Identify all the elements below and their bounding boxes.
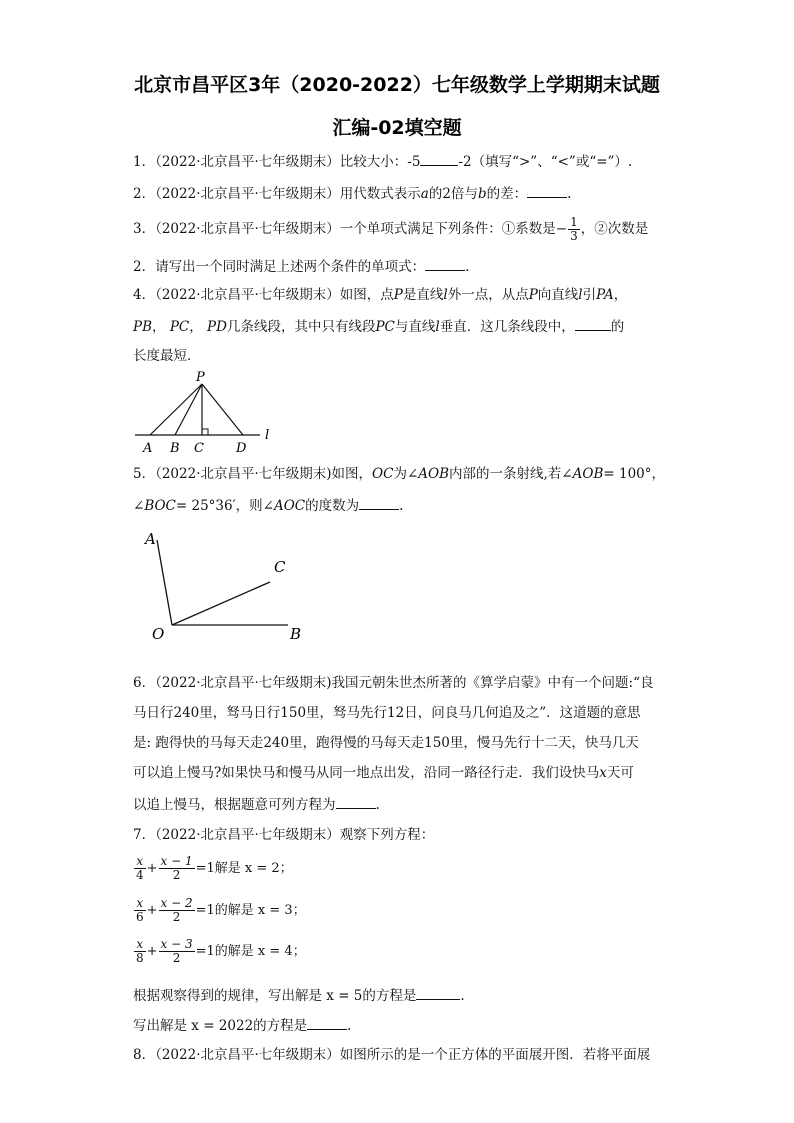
label-o: O (152, 625, 165, 643)
segment-pb (175, 384, 202, 435)
right-angle-mark (202, 429, 208, 435)
frac-den: 6 (136, 910, 144, 924)
question-3-line2 (133, 256, 469, 276)
var-pc: PC (169, 319, 190, 335)
frac-den: 3 (570, 229, 578, 243)
segment-pa (150, 384, 202, 435)
q4-text: 垂直．这几条线段中， (439, 319, 575, 335)
q2-end: . (567, 186, 572, 202)
frac-num: x − 2 (160, 896, 193, 910)
var-a: a (420, 186, 429, 202)
question-3 (133, 216, 648, 243)
question-6-line4 (133, 764, 634, 782)
q7-text: 写出解是 x = 2022的方程是 (133, 1018, 308, 1034)
answer-blank (307, 1015, 347, 1030)
equation-tail: =1的解是 x = 3； (195, 903, 306, 918)
frac-den: 8 (136, 951, 144, 965)
var-pc: PC (375, 319, 395, 335)
ray-oc (172, 582, 270, 625)
q5-text: 的度数为 (305, 498, 360, 514)
question-7: 7．（2022·北京昌平·七年级期末）观察下列方程： (133, 827, 435, 843)
q2-prefix: 2．（2022·北京昌平·七年级期末）用代数式表示 (133, 186, 421, 202)
q4-text: ， (613, 287, 628, 303)
fraction (134, 855, 146, 882)
label-l: l (265, 428, 270, 443)
equation-tail: =1解是 x = 2； (195, 861, 293, 876)
fraction (134, 938, 146, 965)
frac-den: 2 (172, 951, 181, 965)
question-6-line5 (133, 794, 380, 814)
answer-blank (416, 985, 460, 1000)
var-pa: PA (596, 287, 614, 303)
q3-line2: 2．请写出一个同时满足上述两个条件的单项式： (133, 259, 426, 275)
var-l: l (578, 287, 583, 303)
frac-num: x − 3 (160, 937, 193, 951)
question-1 (133, 151, 632, 171)
var-oc: OC (372, 466, 394, 482)
q7-end: . (347, 1018, 352, 1034)
q7-end: . (460, 988, 465, 1004)
question-5-line2 (133, 495, 403, 515)
q3-prefix: 3．（2022·北京昌平·七年级期末）一个单项式满足下列条件：①系数是− (133, 221, 568, 237)
answer-blank (420, 151, 458, 166)
q6-end: . (375, 797, 380, 813)
equation-1: $\frac{x}{4}$ + $\frac{x - 1}{2}$ =1解是 x = 2； (136, 854, 293, 882)
label-a: A (143, 441, 153, 456)
q5-text: 内部的一条射线,若∠ (449, 466, 573, 482)
frac-num: x (134, 897, 146, 911)
var-aob: AOB (572, 466, 604, 482)
q5-text: 为∠ (393, 466, 419, 482)
label-b: B (170, 441, 180, 456)
q4-text: ， (189, 319, 203, 335)
frac-den: 2 (172, 910, 181, 924)
answer-blank (575, 316, 611, 331)
q4-text: 与直线 (394, 319, 436, 335)
q5-text: = 100°， (603, 466, 665, 482)
label-b: B (290, 625, 302, 643)
var-l: l (435, 319, 440, 335)
q6-text: 以追上慢马，根据题意可列方程为 (133, 797, 336, 813)
q2-suffix: 的差： (486, 186, 528, 202)
q4-text: 外一点，从点 (447, 287, 529, 303)
question-4-line2 (133, 316, 624, 336)
q7-text: 根据观察得到的规律，写出解是 x = 5的方程是 (133, 988, 417, 1004)
question-8: 8．（2022·北京昌平·七年级期末）如图所示的是一个正方体的平面展开图．若将平面展 (133, 1047, 651, 1063)
frac-den: 2 (172, 868, 181, 882)
var-p: P (393, 287, 403, 303)
frac-num: x (134, 855, 146, 869)
q4-text: 4．（2022·北京昌平·七年级期末）如图，点 (133, 287, 394, 303)
equation-2: $\frac{x}{6}$ + $\frac{x - 2}{2}$ =1的解是 x = 3； (136, 896, 306, 924)
frac-den: 4 (136, 868, 144, 882)
question-5 (133, 465, 665, 483)
fraction (159, 938, 195, 965)
question-7-rule2 (133, 1015, 351, 1035)
q5-end: . (399, 498, 404, 514)
q4-text: 引 (582, 287, 597, 303)
var-aoc: AOC (273, 498, 306, 514)
q1-suffix: -2（填写“>”、“<”或“=”）. (458, 154, 633, 170)
frac-num: x (134, 938, 146, 952)
question-7-rule (133, 985, 465, 1005)
q3-suffix: ，②次数是 (580, 221, 649, 237)
fraction (159, 897, 195, 924)
doc-title-line1: 北京市昌平区3年（2020-2022）七年级数学上学期期末试题 (134, 74, 660, 96)
q4-text: 的 (610, 319, 625, 335)
question-6: 6．（2022·北京昌平·七年级期末)我国元朝朱世杰所著的《算学启蒙》中有一个问题:“良 (133, 675, 654, 691)
q3-end: . (465, 259, 470, 275)
figure-q4-perpendicular (130, 370, 290, 460)
var-l: l (443, 287, 448, 303)
question-4 (133, 286, 627, 304)
fraction (159, 855, 195, 882)
segment-pd (202, 384, 243, 435)
q6-text: 可以追上慢马?如果快马和慢马从同一地点出发，沿同一路径行走．我们设快马 (133, 765, 600, 781)
frac-num: 1 (570, 215, 578, 229)
frac-num: x − 1 (160, 854, 193, 868)
answer-blank (527, 183, 567, 198)
q5-text: ∠ (133, 498, 145, 514)
label-d: D (236, 441, 247, 456)
var-pd: PD (207, 319, 227, 335)
label-p: P (196, 370, 205, 385)
q4-text: ， (152, 319, 166, 335)
var-boc: BOC (144, 498, 176, 514)
figure-q5-angle (140, 525, 315, 650)
q1-prefix: 1．（2022·北京昌平·七年级期末）比较大小：-5 (133, 154, 421, 170)
doc-title-line2: 汇编-02填空题 (332, 117, 462, 139)
q4-text: 向直线 (537, 287, 579, 303)
answer-blank (336, 794, 376, 809)
label-c: C (194, 441, 204, 456)
q2-mid: 的2倍与 (428, 186, 478, 202)
q6-text: 天可 (606, 765, 634, 781)
ray-oa (157, 540, 172, 625)
question-6-line3: 是: 跑得快的马每天走240里，跑得慢的马每天走150里，慢马先行十二天，快马几天 (133, 735, 639, 751)
answer-blank (425, 256, 465, 271)
var-aob: AOB (418, 466, 450, 482)
label-c: C (274, 558, 286, 576)
question-6-line2: 马日行240里，驽马日行150里，驽马先行12日，问良马几何追及之”．这道题的意思 (133, 705, 641, 721)
q4-text: 是直线 (402, 287, 444, 303)
var-x: x (599, 765, 607, 781)
answer-blank (359, 495, 399, 510)
fraction (134, 897, 146, 924)
q5-text: 5．（2022·北京昌平·七年级期末)如图， (133, 466, 373, 482)
question-4-line3: 长度最短． (133, 348, 201, 364)
var-pb: PB (133, 319, 153, 335)
equation-3: $\frac{x}{8}$ + $\frac{x - 3}{2}$ =1的解是 x = 4； (136, 937, 306, 965)
label-a: A (145, 530, 156, 548)
equation-tail: =1的解是 x = 4； (195, 944, 306, 959)
var-p: P (528, 287, 538, 303)
var-b: b (477, 186, 487, 202)
fraction (568, 216, 580, 243)
question-2 (133, 183, 571, 203)
q4-text: 几条线段，其中只有线段 (226, 319, 376, 335)
q5-text: = 25°36′，则∠ (175, 498, 274, 514)
